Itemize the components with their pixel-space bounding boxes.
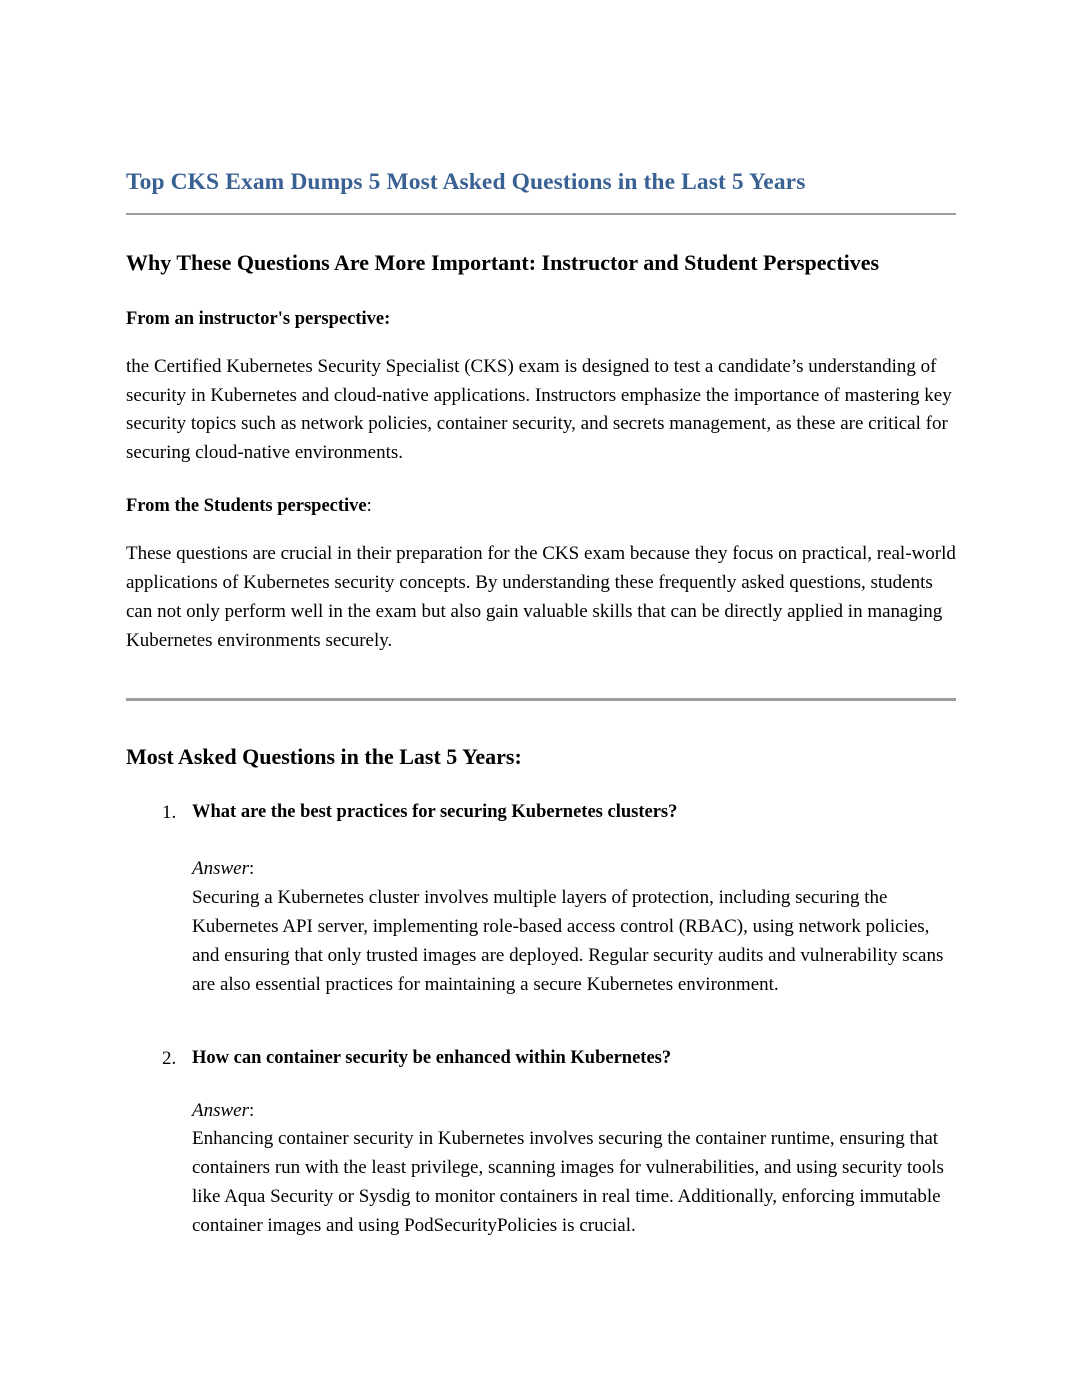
questions-list [126,800,956,1241]
answer-block [192,1097,956,1241]
question-text: How can container security be enhanced within Kubernetes? [192,1047,672,1068]
students-perspective-label [126,494,956,518]
section-heading-most-asked: Most Asked Questions in the Last 5 Years: [126,743,522,769]
list-item-number: 2. [162,1047,177,1069]
answer-label-colon: : [249,858,255,880]
answer-label: Answer [192,1099,249,1121]
section-heading-perspectives: Why These Questions Are More Important: Instructor and Student Perspectives [126,250,880,276]
answer-block [192,855,956,999]
answer-label-colon: : [249,1099,255,1121]
answer-label: Answer [192,858,249,880]
list-item-number: 1. [162,802,177,824]
instructor-perspective-label: From an instructor's perspective: [126,308,391,329]
students-perspective-label-text: From the Students perspective [126,496,367,517]
list-item [126,800,956,999]
question-text: What are the best practices for securing Kubernetes clusters? [192,802,678,823]
students-perspective-label-colon: : [366,496,372,517]
page-title: Top CKS Exam Dumps 5 Most Asked Questions in the Last 5 Years [126,169,806,195]
instructor-perspective-paragraph: the Certified Kubernetes Security Specialist (CKS) exam is designed to test a candidate’s understanding of security in Kubernetes and cloud-native applications. Instructors emphasize the importance of mastering key security topics such as network policies, container security, and secrets management, as these are critical for securing cloud-native environments. [126,355,952,464]
students-perspective-paragraph: These questions are crucial in their preparation for the CKS exam because they focus on practical, real-world applications of Kubernetes security concepts. By understanding these frequently asked questions, students can not only perform well in the exam but also gain valuable skills that can be directly applied in managing Kubernetes environments securely. [126,543,956,651]
answer-text: Securing a Kubernetes cluster involves multiple layers of protection, including securing the Kubernetes API server, implementing role-based access control (RBAC), using network policies, and ensuring that only trusted images are deployed. Regular security audits and vulnerability scans are also essential practices for maintaining a secure Kubernetes environment. [192,887,944,995]
list-item [126,1046,956,1241]
answer-text: Enhancing container security in Kubernetes involves securing the container runtime, ensuring that containers run with the least privilege, scanning images for vulnerabilities, and using security tools like Aqua Security or Sysdig to monitor containers in real time. Additionally, enforcing immutable container images and using PodSecurityPolicies is crucial. [192,1128,944,1237]
document-content [126,0,956,1241]
